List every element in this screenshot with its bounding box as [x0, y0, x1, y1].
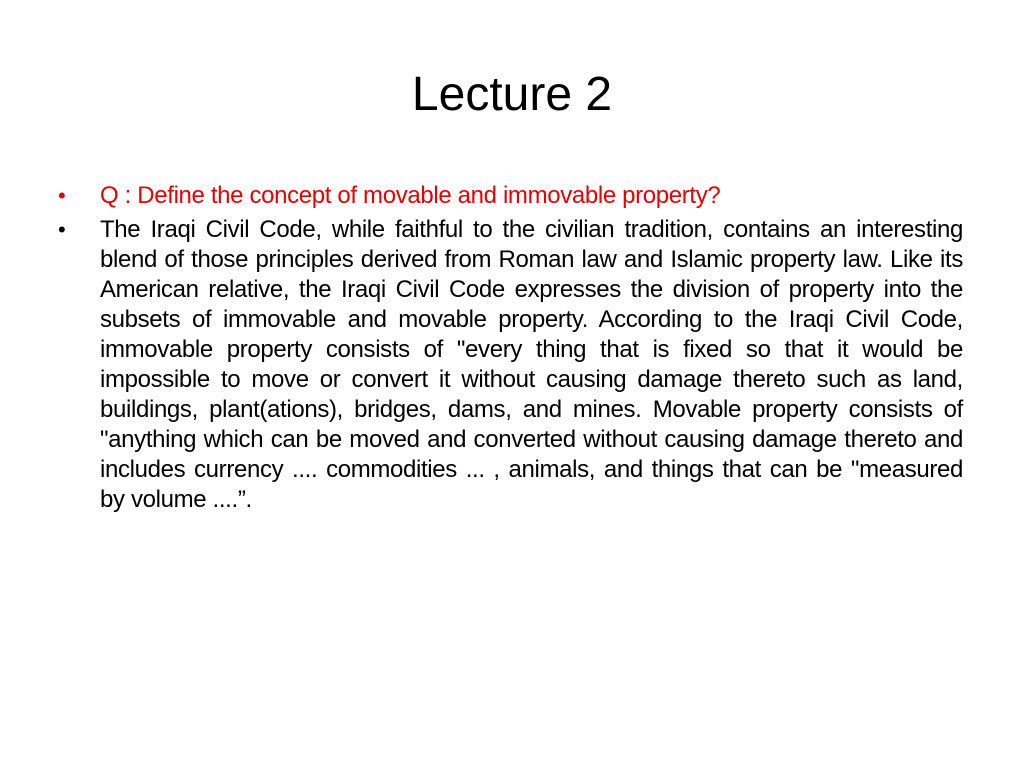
bullet-list — [58, 181, 963, 519]
bullet-question — [58, 181, 963, 211]
bullet-body — [58, 215, 963, 515]
bullet-dot-icon: • — [58, 217, 66, 242]
slide-title: Lecture 2 — [411, 68, 613, 121]
question-text: Q : Define the concept of movable and immovable property? — [100, 182, 721, 209]
body-text: The Iraqi Civil Code, while faithful to the civilian tradition, contains an interesting blend of those principles derived from Roman law and Islamic property law. Like its American relative, the Iraqi Civil Code expresses the division of property into the subsets of immovable and movable property. According to the Iraqi Civil Code, immovable property consists of "every thing that is fixed so that it would be impossible to move or convert it without causing damage thereto such as land, buildings, plant(ations), bridges, dams, and mines. Movable property consists of "anything which can be moved and converted without causing damage thereto and includes currency .... commodities ... , animals, and things that can be "measured by volume ....”. — [100, 216, 963, 513]
bullet-dot-icon: • — [58, 183, 66, 208]
